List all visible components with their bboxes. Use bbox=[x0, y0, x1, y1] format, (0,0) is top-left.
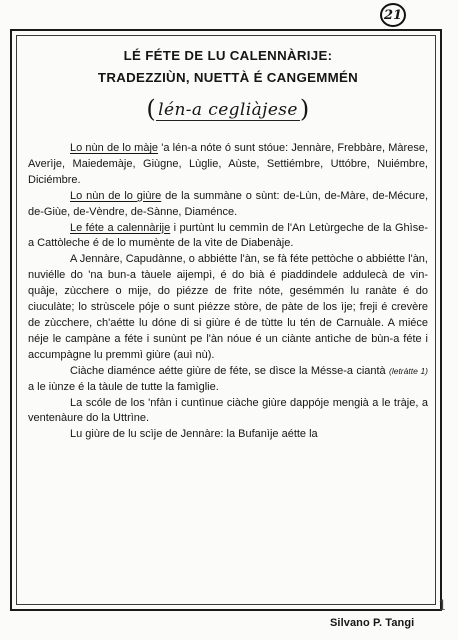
document-content bbox=[28, 46, 428, 443]
paragraph-school: La scóle de los 'nfàn i cuntìnue ciàche giùre dappóje mengià a le tràje, a ventenàure do la Uttrìne. bbox=[28, 396, 428, 425]
paragraph-months: Lo nùn de lo màje 'a lén-a nóte ó sunt stóue: Jennàre, Frebbàre, Màrese, Averìje, Maiedemàje, Giùgne, Lùglie, Aùste, Settiémbre, Uttóbre, Nuiémbre, Diciémbre. bbox=[28, 142, 429, 186]
page-number: 21 bbox=[383, 7, 403, 23]
reference-note: (letràtte 1) bbox=[389, 365, 428, 376]
body-text bbox=[28, 141, 428, 443]
paragraph-january: A Jennàre, Capudànne, o abbiétte l'àn, se fà féte pettòche o abbiétte l'àn, nuviélle do 'na bun-a tàuele aijempì, é do bià é piaddindele addulecà de vin-quàje, zùcchere o mije, do piézze de frìte nóte, gesémmén lu ranàte é do ciuculàte; lo strùscele póje o sunt piézze stòre, de pàte de los ìje; freji é crevère de zùcchere, ch'aétte lu dóne di si giùre é de tùtte lu tén de Carnuàle. A miéce néje le campàne a féte i sunùnt pe l'àn nóue é un ciànte antìche de bùn-a féte i accumpàgne lu premmì giùre (auì nù). bbox=[28, 253, 428, 361]
paragraph-days: Lo nùn de lo giùre de la summàne o sùnt: de-Lùn, de-Màre, de-Mécure, de-Giùe, de-Vèndre, de-Sànne, Diaménce. bbox=[28, 189, 429, 218]
subtitle-text: lén-a cegliàjese bbox=[158, 100, 298, 120]
title-line-1: LÉ FÉTE DE LU CALENNÀRIJE: bbox=[123, 48, 333, 63]
paragraph-epiphany: Lu giùre de lu scìje de Jennàre: la Bufanìje aétte la bbox=[70, 428, 318, 441]
subtitle-block bbox=[28, 95, 428, 131]
author-name: Silvano P. Tangi bbox=[330, 617, 415, 629]
page-number-badge bbox=[380, 3, 406, 27]
title-line-2: TRADEZZIÙN, NUETTÀ É CANGEMMÉN bbox=[97, 70, 359, 85]
paragraph-feasts: Le féte a calennàrije i purtùnt lu cemmìn de l'An Letùrgeche de la Ghìse-a Cattòleche é de lo mumènte de la vìte de Diabenàje. bbox=[28, 221, 428, 250]
feasts-heading: Le féte a calennàrije bbox=[70, 221, 171, 234]
paragraph-sunday: Ciàche diaménce aétte giùre de féte, se dìsce la Mésse-a ciantà (letràtte 1) a le iùnze é la tàule de tutte la famìglie. bbox=[28, 364, 428, 393]
edge-mark: 1 bbox=[438, 598, 447, 614]
months-heading: Lo nùn de lo màje bbox=[70, 142, 159, 154]
days-heading: Lo nùn de lo giùre bbox=[70, 189, 162, 202]
handwritten-subtitle: ( lén-a cegliàjese) bbox=[146, 95, 310, 123]
